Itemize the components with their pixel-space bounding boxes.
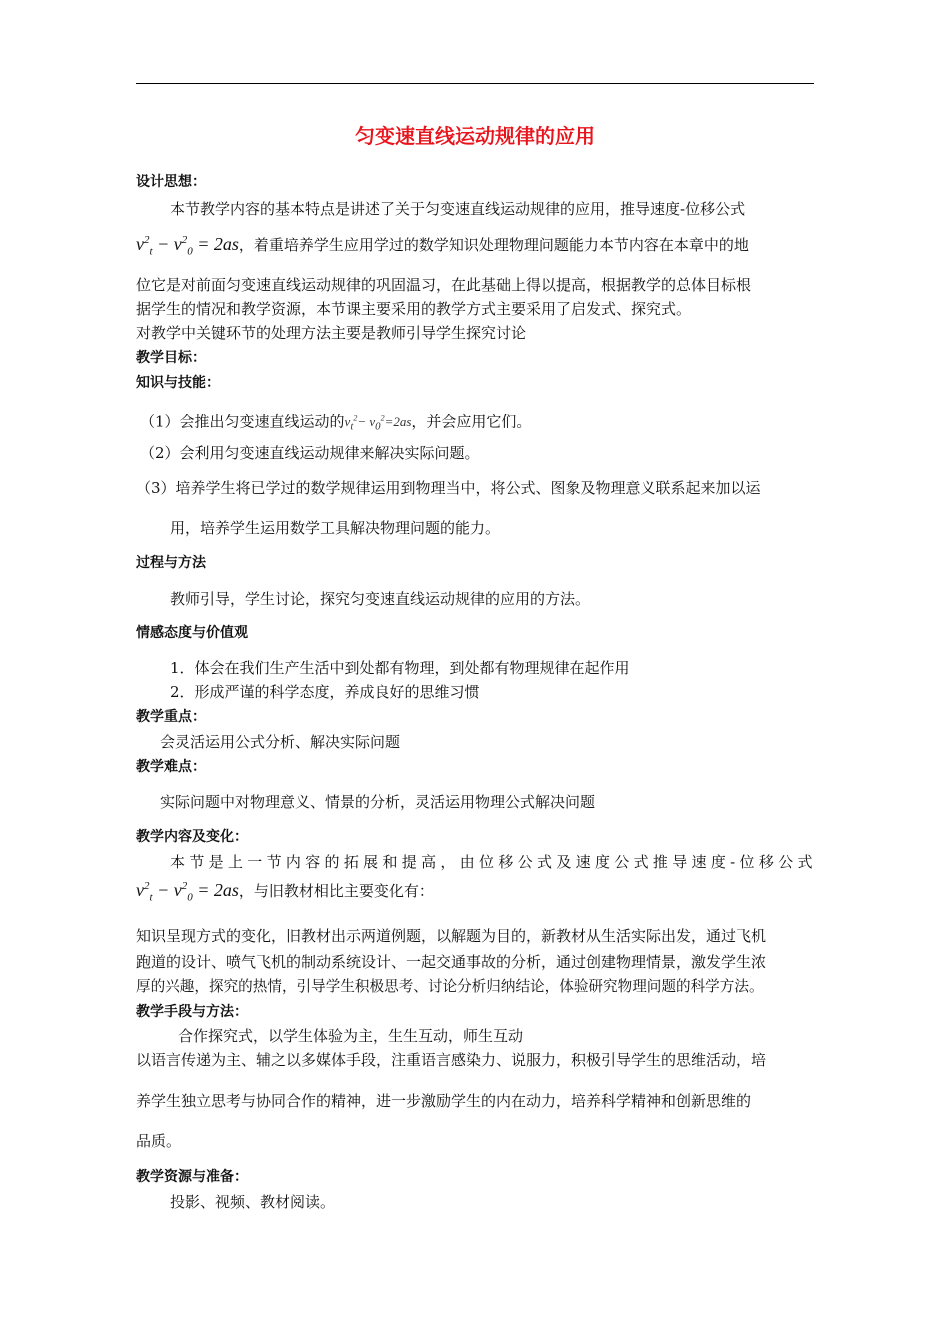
- velocity-displacement-formula: $v^2_t - v^2_0 = 2as$: [136, 880, 239, 904]
- attitude-item-2: 2．形成严谨的科学态度，养成良好的思维习惯: [170, 683, 480, 701]
- means-line: 合作探究式，以学生体验为主，生生互动，师生互动: [178, 1027, 524, 1045]
- attitude-heading: 情感态度与价值观: [136, 625, 248, 641]
- resources-text: 投影、视频、教材阅读。: [170, 1193, 336, 1211]
- small-formula: $v_t^2- v_0^2=2as$: [344, 414, 412, 433]
- content-heading: 教学内容及变化：: [136, 829, 248, 845]
- difficulty-heading: 教学难点：: [136, 759, 206, 775]
- document-title: 匀变速直线运动规律的应用: [355, 124, 595, 148]
- knowledge-item-3: （3）培养学生将已学过的数学规律运用到物理当中，将公式、图象及物理意义联系起来加以运: [136, 479, 761, 497]
- knowledge-item-1: （1）会推出匀变速直线运动的$v_t^2- v_0^2=2as$，并会应用它们。: [140, 412, 532, 433]
- content-formula-line: [136, 876, 434, 905]
- difficulty-text: 实际问题中对物理意义、情景的分析，灵活运用物理公式解决问题: [160, 793, 596, 811]
- means-line: 品质。: [136, 1132, 182, 1150]
- means-line: 以语言传递为主、辅之以多媒体手段，注重语言感染力、说服力，积极引导学生的思维活动，培: [136, 1051, 767, 1069]
- header-rule: [136, 83, 814, 84]
- knowledge-item-3-cont: 用，培养学生运用数学工具解决物理问题的能力。: [170, 519, 501, 537]
- design-formula-line: [136, 230, 749, 259]
- velocity-displacement-formula: $v^2_t - v^2_0 = 2as$: [136, 234, 239, 258]
- design-paragraph-line: 据学生的情况和教学资源，本节课主要采用的教学方式主要采用了启发式、探究式。: [136, 300, 692, 318]
- key-points-text: 会灵活运用公式分析、解决实际问题: [160, 733, 401, 751]
- content-paragraph-line: 厚的兴趣，探究的热情，引导学生积极思考、讨论分析归纳结论，体验研究物理问题的科学方法。: [136, 978, 764, 995]
- design-paragraph-line: 对教学中关键环节的处理方法主要是教师引导学生探究讨论: [136, 324, 527, 342]
- content-paragraph-line: 知识呈现方式的变化，旧教材出示两道例题，以解题为目的，新教材从生活实际出发，通过飞机: [136, 927, 767, 945]
- goals-heading: 教学目标：: [136, 350, 206, 366]
- means-heading: 教学手段与方法：: [136, 1004, 248, 1020]
- process-text: 教师引导，学生讨论，探究匀变速直线运动规律的应用的方法。: [170, 590, 591, 608]
- design-paragraph-line: 位它是对前面匀变速直线运动规律的巩固温习，在此基础上得以提高，根据教学的总体目标根: [136, 276, 752, 294]
- attitude-item-1: 1．体会在我们生产生活中到处都有物理，到处都有物理规律在起作用: [170, 659, 630, 677]
- process-heading: 过程与方法: [136, 555, 206, 571]
- knowledge-heading: 知识与技能：: [136, 375, 220, 391]
- content-paragraph-text: ，与旧教材相比主要变化有：: [238, 882, 434, 900]
- design-paragraph-text: ，着重培养学生应用学过的数学知识处理物理问题能力本节内容在本章中的地: [238, 236, 749, 254]
- means-line: 养学生独立思考与协同合作的精神，进一步激励学生的内在动力，培养科学精神和创新思维的: [136, 1092, 752, 1110]
- key-points-heading: 教学重点：: [136, 709, 206, 725]
- design-paragraph-line: 本节教学内容的基本特点是讲述了关于匀变速直线运动规律的应用，推导速度-位移公式: [170, 200, 746, 218]
- knowledge-item-2: （2）会利用匀变速直线运动规律来解决实际问题。: [140, 444, 480, 462]
- design-heading: 设计思想：: [136, 174, 206, 190]
- resources-heading: 教学资源与准备：: [136, 1169, 248, 1185]
- content-paragraph-line: 跑道的设计、喷气飞机的制动系统设计、一起交通事故的分析，通过创建物理情景，激发学生浓: [136, 953, 767, 971]
- content-paragraph-line: 本节是上一节内容的拓展和提高，由位移公式及速度公式推导速度-位移公式: [170, 853, 814, 871]
